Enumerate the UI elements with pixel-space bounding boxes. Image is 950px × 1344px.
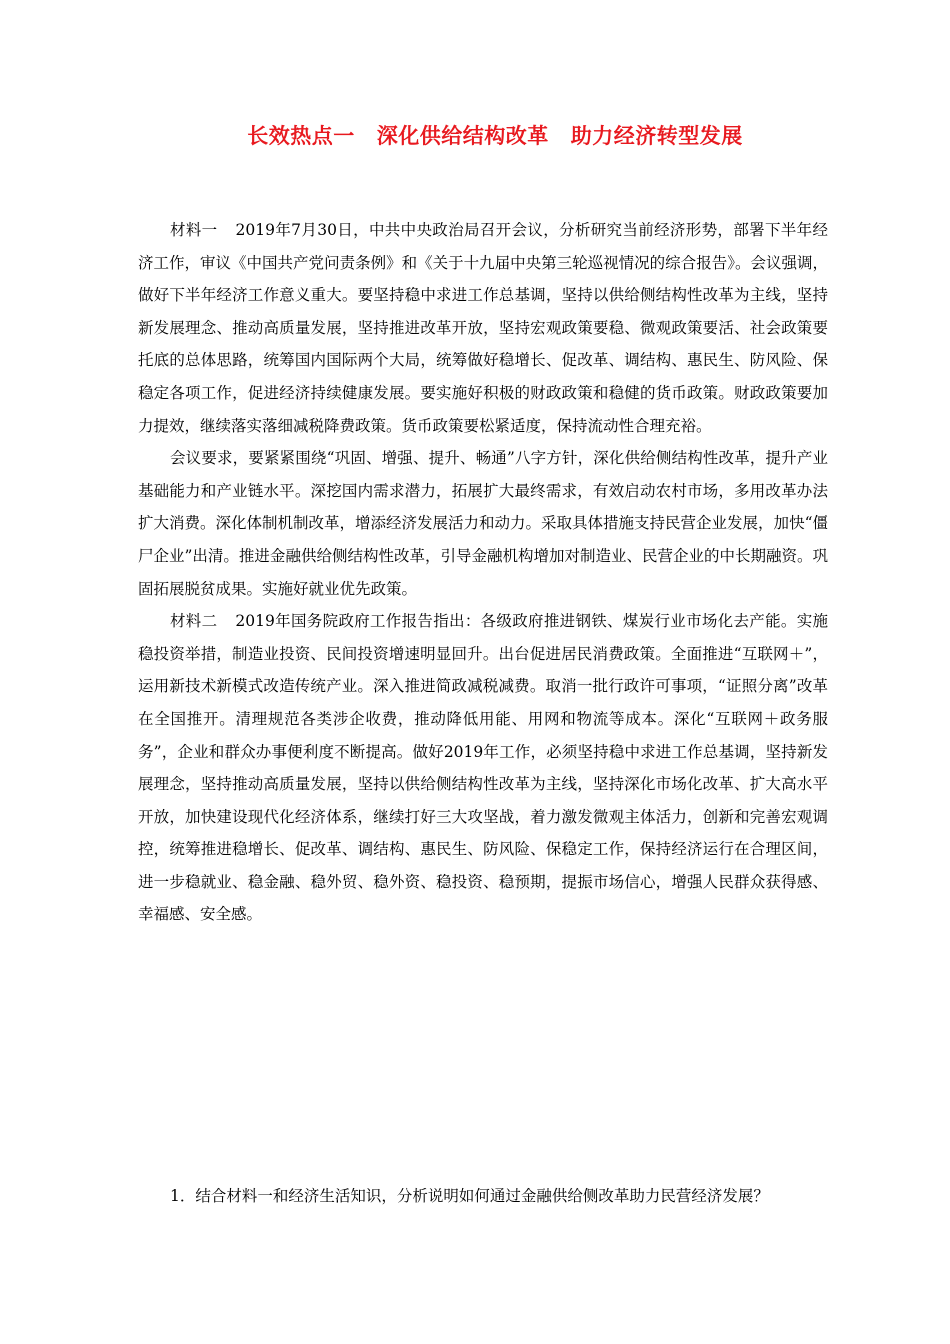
paragraph-text: 2019年7月30日，中共中央政治局召开会议，分析研究当前经济形势，部署下半年经济工作，审议《中国共产党问责条例》和《关于十九届中央第三轮巡视情况的综合报告》。会议强调，做好下半年经济工作意义重大。要坚持稳中求进工作总基调，坚持以供给侧结构性改革为主线，坚持新发展理念、推动高质量发展，坚持推进改革开放，坚持宏观政策要稳、微观政策要活、社会政策要托底的总体思路，统筹国内国际两个大局，统筹做好稳增长、促改革、调结构、惠民生、防风险、保稳定各项工作，促进经济持续健康发展。要实施好积极的财政政策和稳健的货币政策。财政政策要加力提效，继续落实落细减税降费政策。货币政策要松紧适度，保持流动性合理充裕。	[138, 221, 828, 435]
material-paragraph	[138, 214, 828, 442]
material-label: 材料一	[170, 221, 218, 239]
title-part-3: 助力经济转型发展	[570, 124, 743, 148]
title-part-1: 长效热点一	[247, 124, 355, 148]
material-paragraph	[138, 442, 828, 605]
title-part-2: 深化供给结构改革	[376, 124, 549, 148]
material-label: 材料二	[170, 612, 218, 631]
material-body	[138, 214, 828, 931]
paragraph-text: 2019年国务院政府工作报告指出：各级政府推进钢铁、煤炭行业市场化去产能。实施稳投资举措，制造业投资、民间投资增速明显回升。出台促进居民消费政策。全面推进“互联网＋”，运用新技术新模式改造传统产业。深入推进简政减税减费。取消一批行政许可事项，“证照分离”改革在全国推开。清理规范各类涉企收费，推动降低用能、用网和物流等成本。深化“互联网＋政务服务”，企业和群众办事便利度不断提高。做好2019年工作，必须坚持稳中求进工作总基调，坚持新发展理念，坚持推动高质量发展，坚持以供给侧结构性改革为主线，坚持深化市场化改革、扩大高水平开放，加快建设现代化经济体系，继续打好三大攻坚战，着力激发微观主体活力，创新和完善宏观调控，统筹推进稳增长、促改革、调结构、惠民生、防风险、保稳定工作，保持经济运行在合理区间，进一步稳就业、稳金融、稳外贸、稳外资、稳投资、稳预期，提振市场信心，增强人民群众获得感、幸福感、安全感。	[138, 612, 828, 924]
paragraph-text: 会议要求，要紧紧围绕“巩固、增强、提升、畅通”八字方针，深化供给侧结构性改革，提升产业基础能力和产业链水平。深挖国内需求潜力，拓展扩大最终需求，有效启动农村市场，多用改革办法扩大消费。深化体制机制改革，增添经济发展活力和动力。采取具体措施支持民营企业发展，加快“僵尸企业”出清。推进金融供给侧结构性改革，引导金融机构增加对制造业、民营企业的中长期融资。巩固拓展脱贫成果。实施好就业优先政策。	[138, 449, 828, 598]
question-1: 1．结合材料一和经济生活知识，分析说明如何通过金融供给侧改革助力民营经济发展？	[170, 1187, 769, 1205]
material-paragraph	[138, 605, 828, 931]
document-title	[0, 118, 950, 154]
